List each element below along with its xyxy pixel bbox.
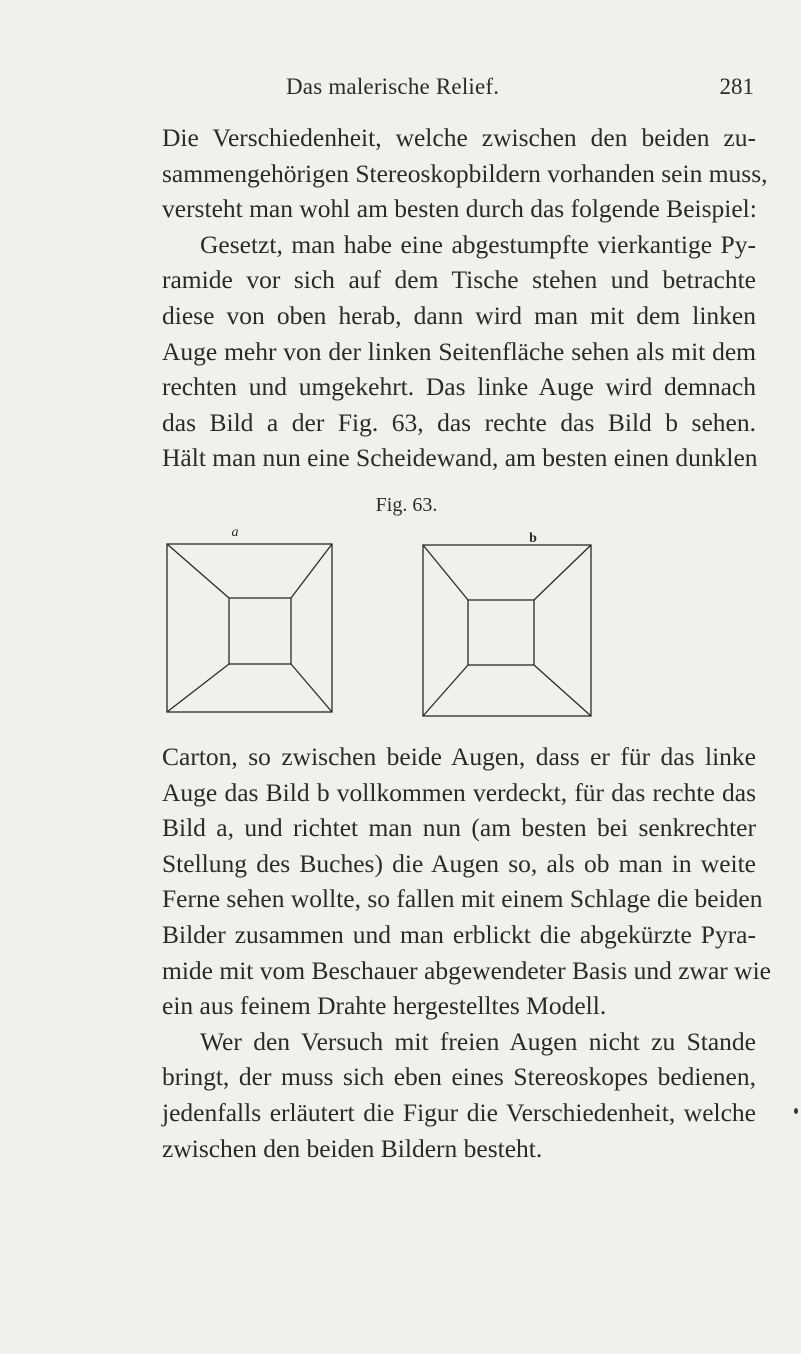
text-line: jedenfalls erläutert die Figur die Verschiedenheit, welche bbox=[162, 1097, 756, 1127]
text-line: mide mit vom Beschauer abgewendeter Basis und zwar wie bbox=[162, 955, 771, 985]
text-line: rechten und umgekehrt. Das linke Auge wird demnach bbox=[162, 372, 756, 402]
figure-label-a: a bbox=[231, 525, 239, 540]
figure-63 bbox=[150, 520, 610, 720]
pyramid-a-edge bbox=[291, 664, 332, 712]
text-line: das Bild a der Fig. 63, das rechte das Bild b sehen. bbox=[162, 407, 756, 437]
text-line: Auge das Bild b vollkommen verdeckt, für das rechte das bbox=[162, 777, 756, 807]
text-line: Carton, so zwischen beide Augen, dass er für das linke bbox=[162, 742, 756, 771]
pyramid-drawing-a bbox=[167, 544, 332, 712]
pyramid-a-top bbox=[229, 598, 291, 664]
pyramid-b-top bbox=[468, 600, 534, 665]
pyramid-a-base bbox=[167, 544, 332, 712]
text-line: diese von oben herab, dann wird man mit dem linken bbox=[162, 300, 756, 330]
pyramid-a-edge bbox=[291, 544, 332, 598]
running-header bbox=[286, 74, 754, 104]
text-line: Ferne sehen wollte, so fallen mit einem Schlage die beiden bbox=[162, 884, 763, 914]
pyramid-b-edge bbox=[534, 545, 591, 600]
text-line: Bilder zusammen und man erblickt die abgekürzte Pyra- bbox=[162, 919, 756, 949]
text-line: Bild a, und richtet man nun (am besten bei senkrechter bbox=[162, 813, 756, 843]
text-line: Wer den Versuch mit freien Augen nicht zu Stande bbox=[200, 1026, 756, 1056]
pyramid-b-edge bbox=[423, 545, 468, 600]
text-line: Hält man nun eine Scheidewand, am besten einen dunklen bbox=[162, 443, 758, 473]
text-line: ramide vor sich auf dem Tische stehen und betrachte bbox=[162, 265, 756, 295]
figure-label-b: b bbox=[529, 531, 537, 546]
text-line: sammengehörigen Stereoskopbildern vorhanden sein muss, bbox=[162, 158, 768, 188]
paper-speck bbox=[794, 1108, 798, 1114]
pyramid-b-edge bbox=[423, 665, 468, 716]
text-line: zwischen den beiden Bildern besteht. bbox=[162, 1133, 543, 1163]
pyramid-a-edge bbox=[167, 544, 229, 598]
page-number: 281 bbox=[719, 74, 754, 99]
pyramid-b-base bbox=[423, 545, 591, 716]
pyramid-a-edge bbox=[167, 664, 229, 712]
paragraph-top bbox=[162, 120, 768, 476]
running-title: Das malerische Relief. bbox=[286, 74, 500, 99]
pyramid-drawing-b bbox=[423, 545, 591, 716]
text-line: versteht man wohl am besten durch das folgende Beispiel: bbox=[162, 194, 757, 224]
text-line: Stellung des Buches) die Augen so, als ob man in weite bbox=[162, 848, 756, 878]
text-line: bringt, der muss sich eben eines Stereoskopes bedienen, bbox=[162, 1062, 756, 1092]
pyramid-b-edge bbox=[534, 665, 591, 716]
figure-caption: Fig. 63. bbox=[375, 494, 438, 516]
text-line: Gesetzt, man habe eine abgestumpfte vierkantige Py- bbox=[200, 229, 756, 259]
paragraph-bottom bbox=[162, 739, 771, 1166]
text-line: Die Verschiedenheit, welche zwischen den beiden zu- bbox=[162, 123, 756, 152]
text-line: ein aus feinem Drahte hergestelltes Modell. bbox=[162, 991, 607, 1021]
text-line: Auge mehr von der linken Seitenfläche sehen als mit dem bbox=[162, 336, 756, 366]
